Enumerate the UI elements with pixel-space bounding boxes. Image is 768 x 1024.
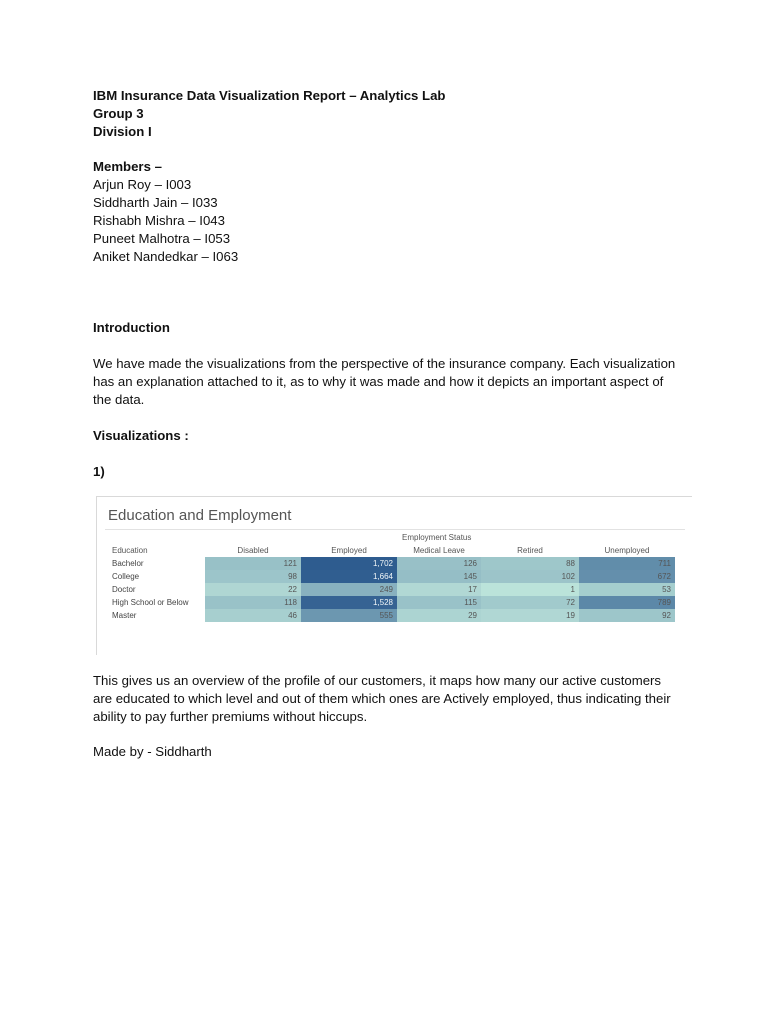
member-item: Siddharth Jain – I033 (93, 195, 218, 210)
heatmap-cell: 1,702 (301, 557, 397, 570)
heatmap-cell: 29 (397, 609, 481, 622)
heatmap-cell: 118 (205, 596, 301, 609)
member-item: Arjun Roy – I003 (93, 177, 192, 192)
heatmap-cell: 53 (579, 583, 675, 596)
heatmap-cell: 672 (579, 570, 675, 583)
members-heading: Members – (93, 159, 162, 174)
division-label: Division I (93, 124, 152, 139)
heatmap-cell: 249 (301, 583, 397, 596)
member-item: Rishabh Mishra – I043 (93, 213, 225, 228)
heatmap-cell: 1 (481, 583, 579, 596)
heatmap-cell: 789 (579, 596, 675, 609)
heatmap-cell: 711 (579, 557, 675, 570)
column-header: Retired (517, 546, 543, 555)
report-title: IBM Insurance Data Visualization Report – Analytics Lab (93, 88, 446, 103)
heatmap-cell: 115 (397, 596, 481, 609)
column-header: Medical Leave (413, 546, 465, 555)
column-header: Unemployed (604, 546, 650, 555)
heatmap-cell: 1,528 (301, 596, 397, 609)
visualization-number: 1) (93, 464, 105, 479)
heatmap-cell: 555 (301, 609, 397, 622)
member-item: Aniket Nandedkar – I063 (93, 249, 239, 264)
heatmap-cell: 19 (481, 609, 579, 622)
heatmap-cell: 121 (205, 557, 301, 570)
row-label: Doctor (112, 585, 136, 594)
column-header: Disabled (237, 546, 269, 555)
chart-title: Education and Employment (108, 507, 292, 524)
education-employment-heatmap (96, 496, 692, 655)
group-label: Group 3 (93, 106, 144, 121)
heatmap-cell: 88 (481, 557, 579, 570)
heatmap-cell: 17 (397, 583, 481, 596)
heatmap-cell: 145 (397, 570, 481, 583)
visualization-description: This gives us an overview of the profile of our customers, it maps how many our active customers are educated to which level and out of them which ones are Actively employed, thus indicating their ability to pay further premiums without hiccups. (93, 673, 671, 724)
row-label: High School or Below (112, 598, 189, 607)
heatmap-cell: 46 (205, 609, 301, 622)
introduction-heading: Introduction (93, 320, 170, 335)
visualizations-heading: Visualizations : (93, 428, 189, 443)
row-header-label: Education (112, 546, 148, 555)
heatmap-cell: 92 (579, 609, 675, 622)
row-label: Bachelor (112, 559, 144, 568)
heatmap-cell: 22 (205, 583, 301, 596)
introduction-text: We have made the visualizations from the perspective of the insurance company. Each visualization has an explanation attached to it, as to why it was made and how it depicts an important aspect of the data. (93, 356, 676, 407)
heatmap-cell: 126 (397, 557, 481, 570)
column-header: Employed (331, 546, 367, 555)
title-divider (105, 529, 685, 530)
heatmap-cell: 1,664 (301, 570, 397, 583)
heatmap-cell: 102 (481, 570, 579, 583)
column-group-label: Employment Status (402, 533, 472, 542)
heatmap-cell: 98 (205, 570, 301, 583)
member-item: Puneet Malhotra – I053 (93, 231, 231, 246)
row-label: Master (112, 611, 137, 620)
row-label: College (112, 572, 140, 581)
made-by-credit: Made by - Siddharth (93, 744, 212, 759)
heatmap-cell: 72 (481, 596, 579, 609)
